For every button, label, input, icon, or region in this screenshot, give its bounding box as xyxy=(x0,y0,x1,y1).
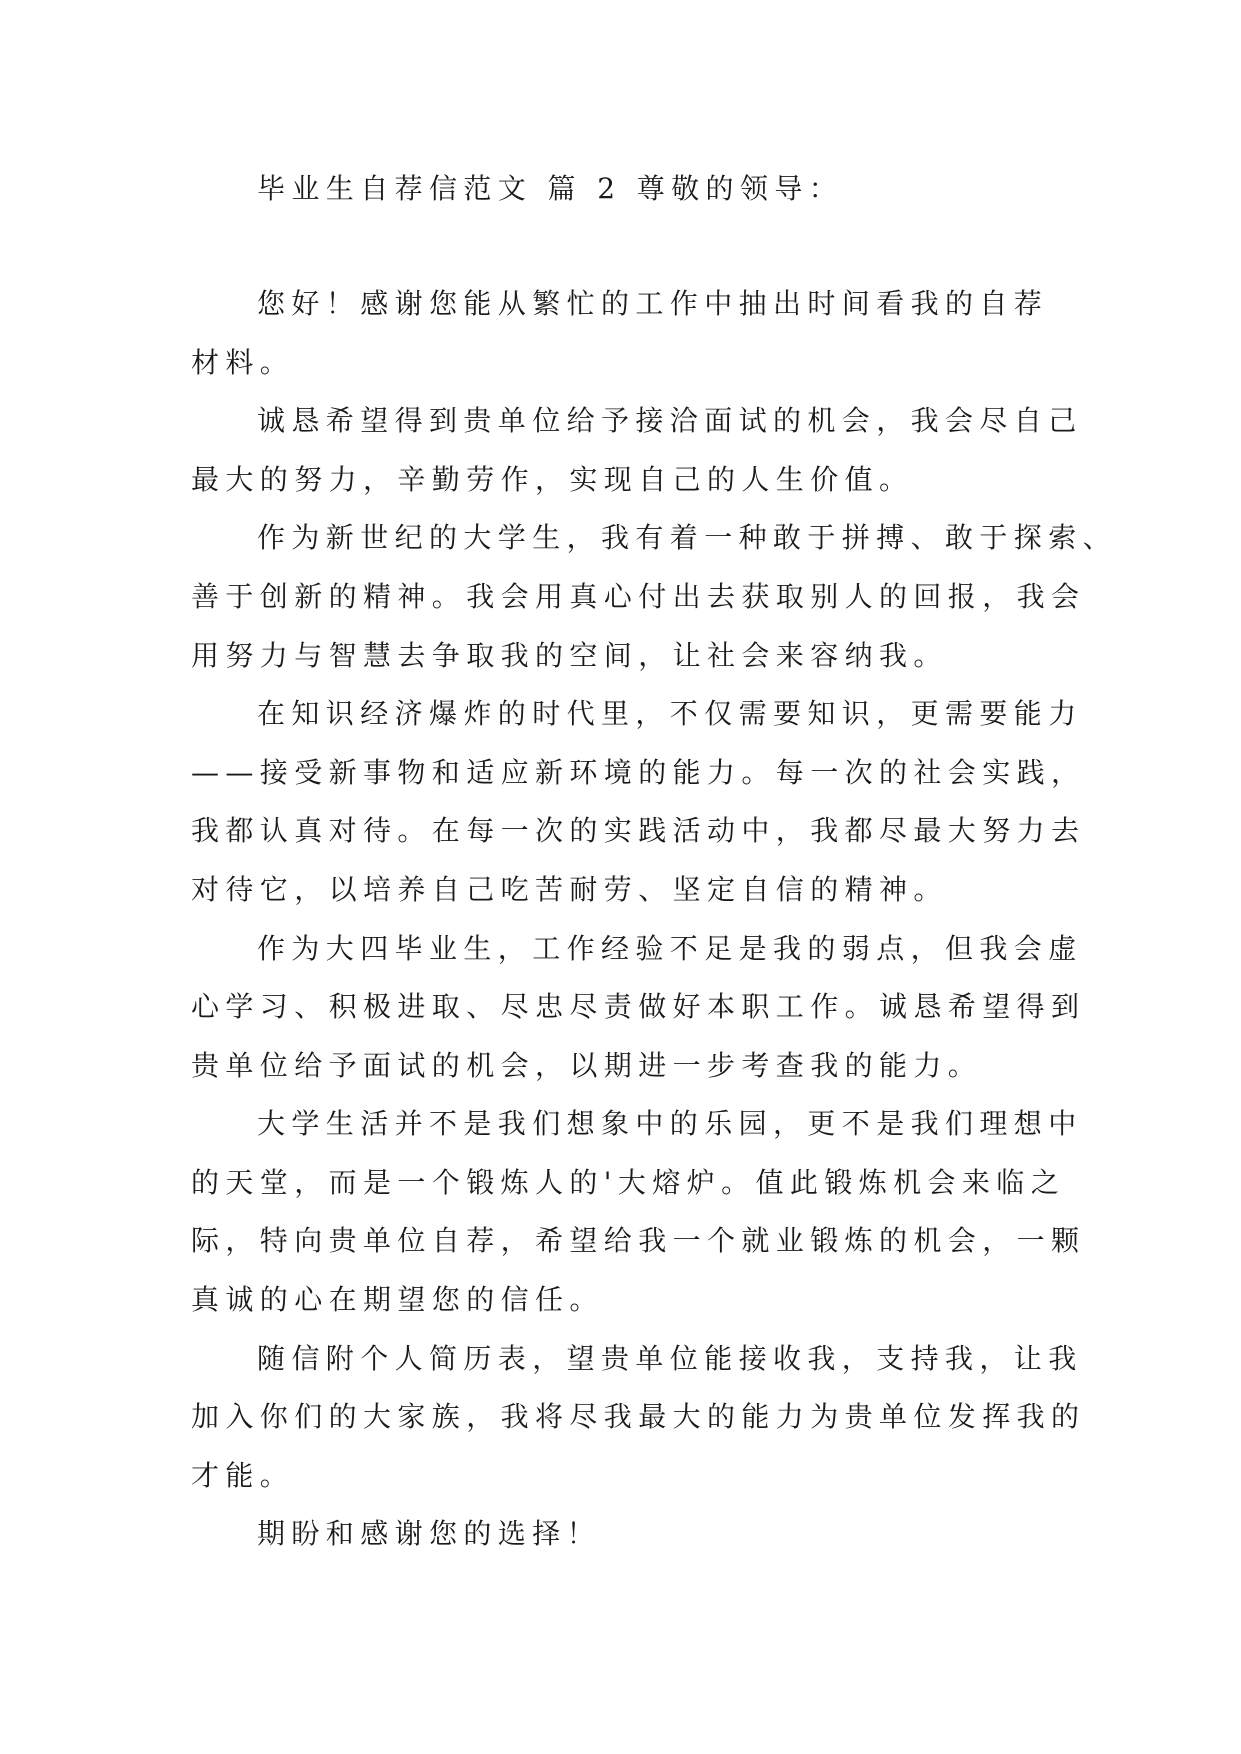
paragraph-line: 作为新世纪的大学生，我有着一种敢于拼搏、敢于探索、 xyxy=(257,521,1118,555)
paragraph-line: 才能。 xyxy=(191,1458,295,1492)
paragraph-line: 您好！感谢您能从繁忙的工作中抽出时间看我的自荐 xyxy=(257,286,1049,320)
paragraph-line: 贵单位给予面试的机会，以期进一步考查我的能力。 xyxy=(191,1048,983,1082)
letter-title: 毕业生自荐信范文 篇 2 尊敬的领导： xyxy=(257,172,844,205)
paragraph-line: 际，特向贵单位自荐，希望给我一个就业锻炼的机会，一颗 xyxy=(191,1224,1086,1258)
paragraph-abilities xyxy=(191,685,1191,919)
paragraph-spirit xyxy=(191,509,1191,685)
paragraph-line: 加入你们的大家族，我将尽我最大的能力为贵单位发挥我的 xyxy=(191,1400,1086,1434)
paragraph-line: 期盼和感谢您的选择！ xyxy=(257,1517,602,1551)
paragraph-line: 随信附个人简历表，望贵单位能接收我，支持我，让我 xyxy=(257,1341,1083,1375)
paragraph-university-life xyxy=(191,1095,1191,1329)
paragraph-interview-request xyxy=(191,392,1191,509)
paragraph-resume-attached xyxy=(191,1330,1191,1506)
paragraph-line: 真诚的心在期望您的信任。 xyxy=(191,1283,604,1317)
paragraph-line: 在知识经济爆炸的时代里，不仅需要知识，更需要能力 xyxy=(257,697,1083,731)
paragraph-line: 用努力与智慧去争取我的空间，让社会来容纳我。 xyxy=(191,638,948,672)
paragraph-line: 的天堂，而是一个锻炼人的'大熔炉。值此锻炼机会来临之 xyxy=(191,1165,1066,1199)
paragraph-line: 我都认真对待。在每一次的实践活动中，我都尽最大努力去 xyxy=(191,814,1086,848)
paragraph-line: ——接受新事物和适应新环境的能力。每一次的社会实践， xyxy=(191,755,1086,789)
paragraph-line: 作为大四毕业生，工作经验不足是我的弱点，但我会虚 xyxy=(257,931,1083,965)
paragraph-line: 对待它，以培养自己吃苦耐劳、坚定自信的精神。 xyxy=(191,872,948,906)
paragraph-line: 最大的努力，辛勤劳作，实现自己的人生价值。 xyxy=(191,462,914,496)
paragraph-line: 心学习、积极进取、尽忠尽责做好本职工作。诚恳希望得到 xyxy=(191,990,1086,1024)
paragraph-line: 材料。 xyxy=(191,345,295,379)
paragraph-line: 大学生活并不是我们想象中的乐园，更不是我们理想中 xyxy=(257,1107,1083,1141)
letter-body xyxy=(191,160,1191,1564)
paragraph-line: 善于创新的精神。我会用真心付出去获取别人的回报，我会 xyxy=(191,579,1086,613)
paragraph-greeting xyxy=(191,275,1191,392)
paragraph-line: 诚恳希望得到贵单位给予接洽面试的机会，我会尽自己 xyxy=(257,404,1083,438)
paragraph-experience xyxy=(191,920,1191,1096)
paragraph-closing xyxy=(191,1505,1191,1564)
